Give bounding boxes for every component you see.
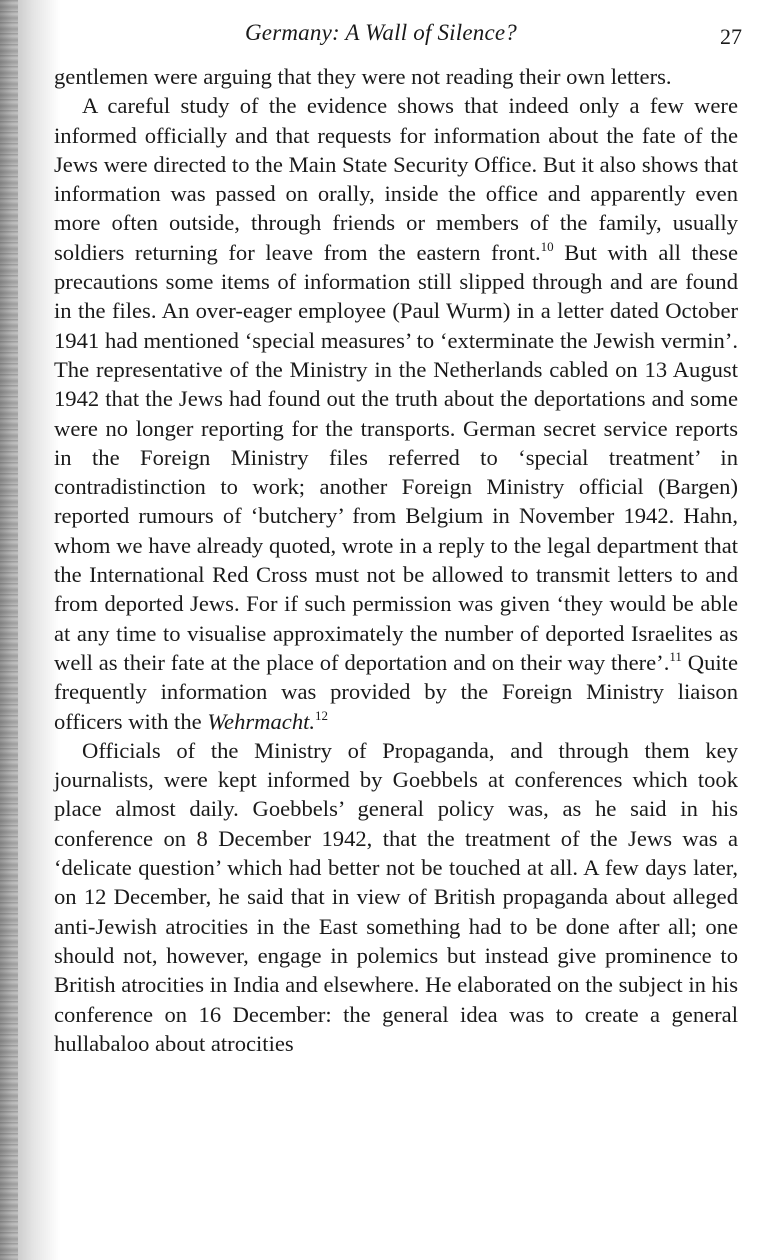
running-title: Germany: A Wall of Silence?	[245, 20, 517, 45]
footnote-ref-12: 12	[315, 707, 329, 723]
scan-gutter-shadow	[0, 0, 60, 1260]
footnote-ref-10: 10	[540, 238, 554, 254]
body-text	[54, 62, 738, 1058]
paragraph-1: gentlemen were arguing that they were not reading their own letters.	[54, 64, 672, 89]
italic-wehrmacht: Wehrmacht.	[207, 708, 316, 734]
paragraph-3: Officials of the Ministry of Propaganda, and through them key journalists, were kept informed by Goebbels at conferences which took place almost daily. Goebbels’ general policy was, as he said in his conference on 8 December 1942, that the treatment of the Jews was a ‘delicate question’ which had better not be touched at all. A few days later, on 12 December, he said that in view of British propaganda about alleged anti-Jewish atrocities in the East something had to be done after all; one should not, however, engage in polemics but instead give prominence to British atrocities in India and elsewhere. He elaborated on the subject in his conference on 16 December: the general idea was to create a general hullabaloo about atrocities	[54, 737, 738, 1056]
running-header	[60, 20, 742, 50]
page-number: 27	[720, 24, 742, 49]
paragraph-2-text-b: But with all these precautions some items of information still slipped through and are found in the files. An over-eager employee (Paul Wurm) in a letter dated October 1941 had mentioned ‘special measures’ to ‘exterminate the Jewish vermin’. The representative of the Ministry in the Netherlands cabled on 13 August 1942 that the Jews had found out the truth about the deportations and some were no longer reporting for the transports. German secret service reports in the Foreign Ministry files referred to ‘special treatment’ in contradistinction to work; another Foreign Ministry official (Bargen) reported rumours of ‘butchery’ from Belgium in November 1942. Hahn, whom we have already quoted, wrote in a reply to the legal department that the International Red Cross must not be allowed to transmit letters to and from deported Jews. For if such permission was given ‘they would be able at any time to visualise approximately the number of deported Israelites as well as their fate at the place of deportation and on their way there’.	[54, 239, 738, 675]
paragraph-2	[54, 91, 738, 736]
paragraph-2-text-c: Quite frequently information was provided by the Foreign Ministry liaison officers with the	[54, 649, 738, 734]
footnote-ref-11: 11	[669, 648, 682, 664]
paragraph-2-text-a: A careful study of the evidence shows that indeed only a few were informed officially and that requests for information about the fate of the Jews were directed to the Main State Security Office. But it also shows that information was passed on orally, inside the office and apparently even more often outside, through friends or members of the family, usually soldiers returning for leave from the eastern front.	[54, 93, 738, 265]
